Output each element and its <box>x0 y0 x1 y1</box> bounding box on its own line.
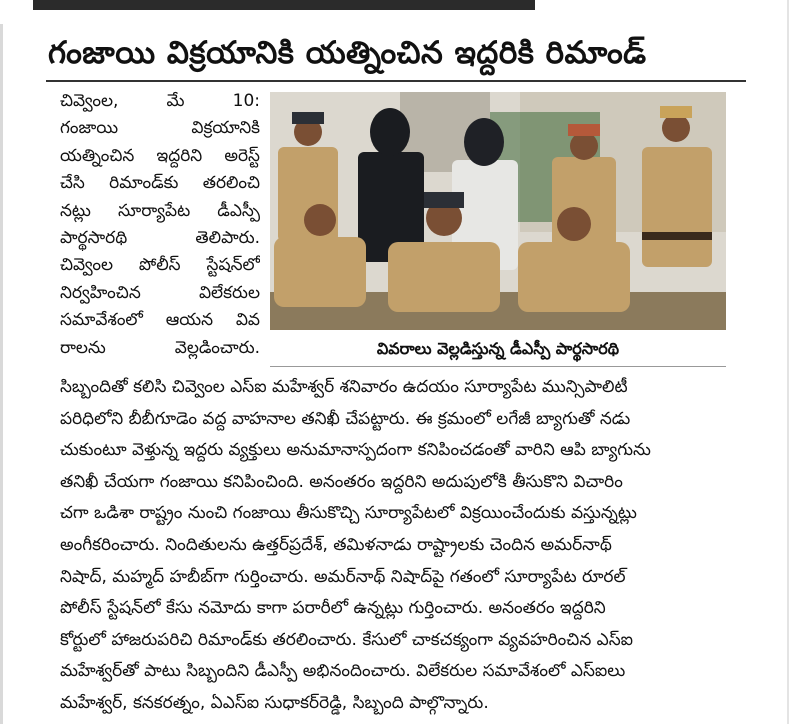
body-line: మహేశ్వర్‌తో పాటు సిబ్బందిని డీఎస్పీ అభినందించారు. విలేకరుల సమావేశంలో ఎస్ఐలు <box>60 661 626 682</box>
body-line: చగా ఒడిశా రాష్ట్రం నుంచి గంజాయి తీసుకొచ్చి సూర్యాపేటలో విక్రయించేందుకు వస్తున్నట్లు <box>60 503 637 524</box>
photo-caption: వివరాలు వెల్లడిస్తున్న డీఎస్పీ పార్థసారథి <box>376 339 620 358</box>
body-line: నిషాద్, మహ్మద్ హబీబ్‌గా గుర్తించారు. అమర్‌నాథ్ నిషాద్‌పై గతంలో సూర్యాపేట రూరల్ <box>60 566 626 587</box>
intro-line: గంజాయి విక్రయానికి <box>60 118 260 139</box>
intro-line: చివ్వెంల, మే 10: <box>60 91 260 111</box>
article-body <box>60 372 728 720</box>
body-line: మహేశ్వర్, కనకరత్నం, ఏఎస్ఐ సుధాకర్‌రెడ్డి, సిబ్బంది పాల్గొన్నారు. <box>60 692 489 713</box>
body-line: కోర్టులో హాజరుపరిచి రిమాండ్‌కు తరలించారు. కేసులో చాకచక్యంగా వ్యవహరించిన ఎస్ఐ <box>60 629 634 650</box>
intro-line: చివ్వెంల పోలీస్ స్టేషన్‌లో <box>60 255 260 276</box>
police-press-photo <box>270 92 726 330</box>
body-line: పోలీస్ స్టేషన్‌లో కేసు నమోదు కాగా పరారీలో ఉన్నట్లు గుర్తించారు. అనంతరం ఇద్దరిని <box>60 598 606 619</box>
intro-line: రాలను వెల్లడించారు. <box>60 337 260 358</box>
left-column-rule <box>0 24 3 724</box>
body-line: అంగీకరించారు. నిందితులను ఉత్తర్‌ప్రదేశ్, తమిళనాడు రాష్ట్రాలకు చెందిన అమర్‌నాథ్ <box>60 534 612 555</box>
right-page-rule <box>787 0 789 724</box>
intro-line: చేసి రిమాండ్‌కు తరలించి <box>60 173 260 194</box>
intro-line: నిర్వహించిన విలేకరుల <box>60 282 260 303</box>
intro-line: యత్నించిన ఇద్దరిని అరెస్ట్ <box>60 145 260 166</box>
article-headline: గంజాయి విక్రయానికి యత్నించిన ఇద్దరికి రిమాండ్ <box>48 35 647 71</box>
intro-column <box>60 88 260 362</box>
body-line: పరిధిలోని బీబీగూడెం వద్ద వాహనాల తనిఖీ చేపట్టారు. ఈ క్రమంలో లగేజీ బ్యాగుతో నడు <box>60 408 631 429</box>
headline-underline <box>46 80 746 82</box>
caption-rule <box>270 366 726 367</box>
intro-line: నట్లు సూర్యాపేట డీఎస్పీ <box>60 200 260 221</box>
news-photo <box>270 92 726 330</box>
top-banner-bar <box>33 0 535 10</box>
body-line: తనిఖీ చేయగా గంజాయి కనిపించింది. అనంతరం ఇద్దరిని అదుపులోకి తీసుకొని విచారిం <box>60 471 623 492</box>
intro-line: పార్థసారథి తెలిపారు. <box>60 228 260 249</box>
intro-line: సమావేశంలో ఆయన వివ <box>60 310 260 331</box>
body-line: సిబ్బందితో కలిసి చివ్వెంల ఎస్ఐ మహేశ్వర్ శనివారం ఉదయం సూర్యాపేట మున్సిపాలిటీ <box>60 377 628 397</box>
body-line: చుకుంటూ వెళ్తున్న ఇద్దరు వ్యక్తులు అనుమానాస్పదంగా కనిపించడంతో వారిని ఆపి బ్యాగును <box>60 440 651 461</box>
